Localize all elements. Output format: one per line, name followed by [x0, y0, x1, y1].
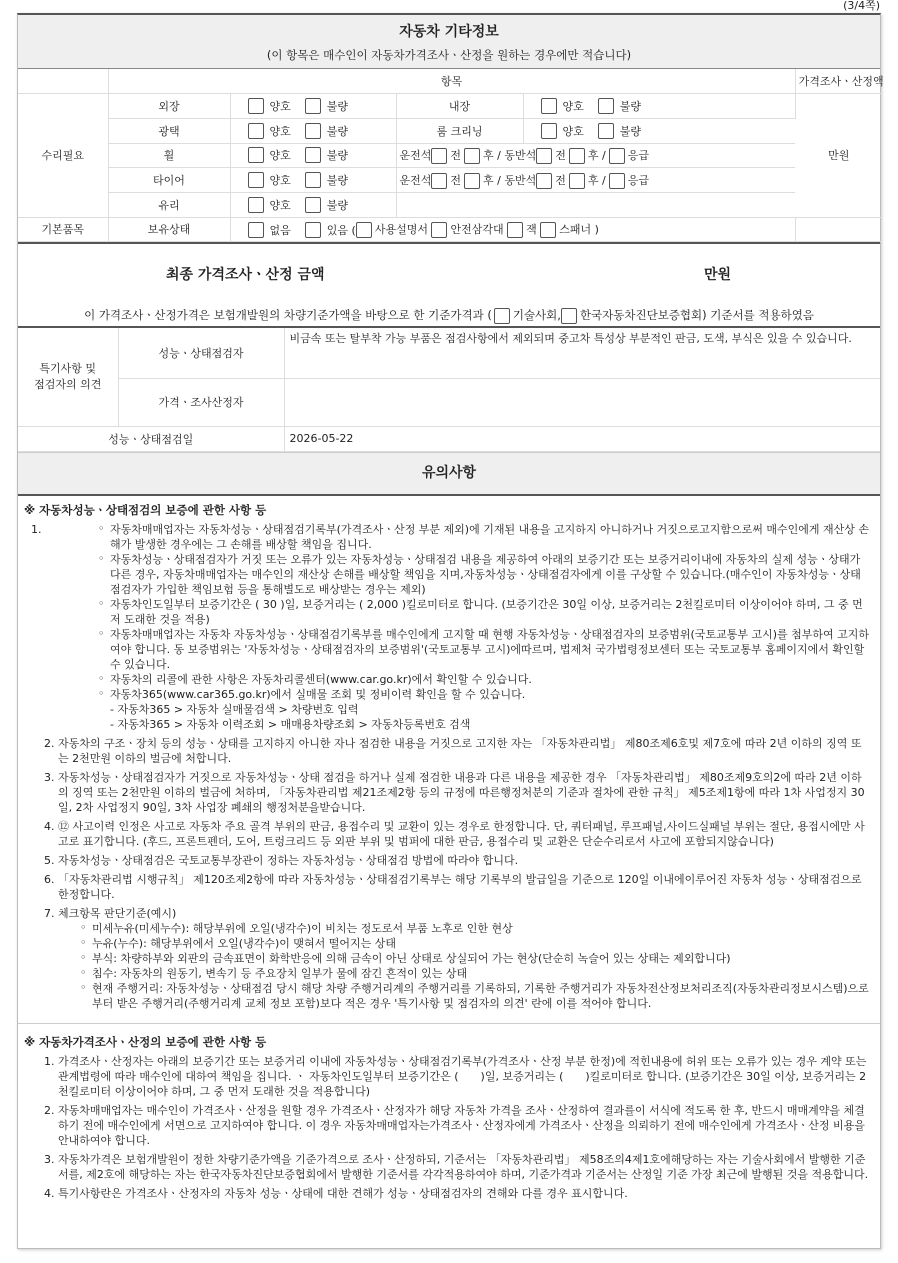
checkbox-glass-good[interactable]: [248, 197, 264, 213]
inspector-opinion: 비금속 또는 탈부착 가능 부품은 점검사항에서 제외되며 중고차 특성상 부분적인 판금, 도색, 부식은 있을 수 있습니다.: [284, 328, 880, 378]
checkbox-exterior-good[interactable]: [248, 98, 264, 114]
room-cleaning-checks: 양호 불량: [523, 118, 795, 143]
other-info-table: [18, 69, 882, 242]
checkbox-wheel-passenger-front[interactable]: [536, 148, 552, 164]
price-note-4: 4. 특기사항란은 가격조사ㆍ산정자의 자동차 성능ㆍ상태에 대한 견해가 성능ㆍ상태점검자의 견해와 다를 경우 표시합니다.: [58, 1186, 870, 1201]
inspector-label: 성능ㆍ상태점검자: [118, 328, 284, 378]
checkbox-tire-bad[interactable]: [305, 172, 321, 188]
row-name-room-cleaning: 룸 크리닝: [396, 118, 523, 143]
price-note-1: 1. 가격조사ㆍ산정자는 아래의 보증기간 또는 보증거리 이내에 자동차성능ㆍ상태점검기록부(가격조사ㆍ산정 부분 한정)에 적힌내용에 허위 또는 오류가 있는 경우 계약 또는 관계법령에 따라 매수인에 대하여 책임을 집니다. ㆍ 자동차인도일부터 보증기간은 ( )일, 보증거리는 ( )킬로미터로 합니다. (보증기간은 30일 이상, 보증거리는 2천킬로미터 이상이어야 하며, 그 중 먼저 도래한 것을 적용합니다): [58, 1054, 870, 1099]
glass-checks: 양호 불량: [230, 192, 396, 217]
page-number: (3/4쪽): [843, 0, 880, 12]
checkbox-wheel-passenger-rear[interactable]: [569, 148, 585, 164]
row-name-interior: 내장: [396, 94, 523, 119]
checkbox-interior-bad[interactable]: [598, 98, 614, 114]
checkbox-glass-bad[interactable]: [305, 197, 321, 213]
checkbox-tire-passenger-front[interactable]: [536, 173, 552, 189]
repair-label: 수리필요: [18, 94, 108, 217]
row-name-wheel: 휠: [108, 143, 230, 168]
checkbox-tire-spare[interactable]: [609, 173, 625, 189]
other-info-subtitle: (이 항목은 매수인이 자동차가격조사ㆍ산정을 원하는 경우에만 적습니다): [266, 48, 632, 62]
gloss-checks: 양호 불량: [230, 118, 396, 143]
checkbox-cleaning-bad[interactable]: [598, 123, 614, 139]
row-name-gloss: 광택: [108, 118, 230, 143]
checkbox-spanner[interactable]: [540, 222, 556, 238]
row-name-exterior: 외장: [108, 94, 230, 119]
checkbox-basic-none[interactable]: [248, 222, 264, 238]
header-item: 항목: [108, 69, 795, 94]
checkbox-wheel-bad[interactable]: [305, 147, 321, 163]
note-item-7: 7. 체크항목 판단기준(예시) ◦ 미세누유(미세누수): 해당부위에 오일(냉각수)이 비치는 정도로서 부품 노후로 인한 현상 ◦ 누유(누수): 해당부위에서 오일(냉각수)이 맺혀서 떨어지는 상태 ◦ 부식: 차량하부와 외판의 금속표면이 화학반응에 의해 금속이 아닌 상태로 상실되어 가는 현상(단순히 녹슬어 있는 상태는 제외합니다) ◦ 침수: 자동차의 원동기, 변속기 등 주요장치 일부가 물에 잠긴 흔적이 있는 상태 ◦ 현재 주행거리: 자동차성능ㆍ상태점검 당시 해당 차량 주행거리계의 주행거리를 기록하되, 기록한 주행거리가 자동차전산정보처리조직(자동차관리정보시스템)으로부터 받은 주행거리(주행거리계 교체 정보 포함)보다 적은 경우 '특기사항 및 점검자의 의견' 란에 이를 적어야 합니다.: [58, 906, 870, 1011]
row-name-glass: 유리: [108, 192, 230, 217]
opinion-label: 특기사항 및 점검자의 의견: [18, 328, 118, 426]
tire-positions: 운전석 전 후 / 동반석 전 후 / 응급: [396, 168, 795, 193]
final-price-section: [18, 242, 880, 328]
checkbox-basic-have[interactable]: [305, 222, 321, 238]
checkbox-jack[interactable]: [507, 222, 523, 238]
note-item-1: 1. ◦ 자동차매매업자는 자동차성능ㆍ상태점검기록부(가격조사ㆍ산정 부분 제외)에 기재된 내용을 고지하지 아니하거나 거짓으로고지함으로써 매수인에게 재산상 손해가 발생한 경우에는 그 손해를 배상할 책임을 집니다. ◦ 자동차성능ㆍ상태점검자가 거짓 또는 오류가 있는 자동차성능ㆍ상태점검 내용을 제공하여 아래의 보증기간 또는 보증거리이내에 자동차의 실제 성능ㆍ상태가 다른 경우, 자동차매매업자는 매수인의 재산상 손해를 배상할 책임을 지며,자동차성능ㆍ상태점검자에게 이를 구상할 수 있습니다.(매수인이 자동차성능ㆍ상태점검자가 가입한 책임보험 등을 통해별도로 배상받는 경우는 제외) ◦ 자동차인도일부터 보증기간은 ( 30 )일, 보증거리는 ( 2,000 )킬로미터로 합니다. (보증기간은 30일 이상, 보증거리는 2천킬로미터 이상이어야 하며, 그 중 먼저 도래한 것을 적용) ◦ 자동차매매업자는 자동차 자동차성능ㆍ상태점검기록부를 매수인에게 고지할 때 현행 자동차성능ㆍ상태점검자의 보증범위(국토교통부 고시)를 첨부하여 고지하여야 합니다. 동 보증범위는 '자동차성능ㆍ상태점검자의 보증범위'(국토교통부 고시)에따르며, 법제처 국가법령정보센터 또는 국토교통부 홈페이지에서 확인할 수 있습니다. ◦ 자동차의 리콜에 관한 사항은 자동차리콜센터(www.car.go.kr)에서 확인할 수 있습니다. ◦ 자동차365(www.car365.go.kr)에서 실매물 조회 및 정비이력 확인을 할 수 있습니다. - 자동차365 > 자동차 실매물검색 > 차량번호 입력 - 자동차365 > 자동차 이력조회 > 매매용차량조회 > 자동차등록번호 검색: [46, 522, 870, 732]
appraiser-label: 가격ㆍ조사산정자: [118, 378, 284, 426]
row-name-tire: 타이어: [108, 168, 230, 193]
other-info-header: [18, 15, 880, 69]
wheel-positions: 운전석 전 후 / 동반석 전 후 / 응급: [396, 143, 795, 168]
final-price-note: 이 가격조사ㆍ산정가격은 보험개발원의 차량기준가액을 바탕으로 한 기준가격과 ( 기술사회, 한국자동차진단보증협회) 기준서를 적용하였음: [84, 308, 814, 323]
opinion-table: [18, 328, 880, 452]
checkbox-manual[interactable]: [356, 222, 372, 238]
checkbox-wheel-driver-rear[interactable]: [464, 148, 480, 164]
note-item-5: 5. 자동차성능ㆍ상태점검은 국토교통부장관이 정하는 자동차성능ㆍ상태점검 방법에 따라야 합니다.: [58, 853, 870, 868]
note-item-3: 3. 자동차성능ㆍ상태점검자가 거짓으로 자동차성능ㆍ상태 점검을 하거나 실제 점검한 내용과 다른 내용을 제공한 경우 「자동차관리법」 제80조제9호의2에 따라 2년 이하의 징역 또는 2천만원 이하의 벌금에 처하며, 「자동차관리법 제21조제2항 등의 규정에 따른행정처분의 기준과 절차에 관한 규칙」 제5조제1항에 따라 1차 사업정지 30일, 2차 사업정지 90일, 3차 사업장 폐쇄의 행정처분을받습니다.: [58, 770, 870, 815]
price-note-3: 3. 자동차가격은 보험개발원이 정한 차량기준가액을 기준가격으로 조사ㆍ산정하되, 기준서는 「자동차관리법」 제58조의4제1호에해당하는 자는 기술사회에서 발행한 기준서를, 제2호에 해당하는 자는 한국자동차진단보증협회에서 발행한 기준서를 각각적용하여야 하며, 기준가격과 기준서는 산정일 기준 가장 최근에 발행된 것을 적용합니다.: [58, 1152, 870, 1182]
checkbox-tech-society[interactable]: [494, 308, 510, 324]
tire-checks: 양호 불량: [230, 168, 396, 193]
note-item-7-bullets: ◦ 미세누유(미세누수): 해당부위에 오일(냉각수)이 비치는 정도로서 부품 노후로 인한 현상 ◦ 누유(누수): 해당부위에서 오일(냉각수)이 맺혀서 떨어지는 상태 ◦ 부식: 차량하부와 외판의 금속표면이 화학반응에 의해 금속이 아닌 상태로 상실되어 가는 현상(단순히 녹슬어 있는 상태는 제외합니다) ◦ 침수: 자동차의 원동기, 변속기 등 주요장치 일부가 물에 잠긴 흔적이 있는 상태 ◦ 현재 주행거리: 자동차성능ㆍ상태점검 당시 해당 차량 주행거리계의 주행거리를 기록하되, 기록한 주행거리가 자동차전산정보처리조직(자동차관리정보시스템)으로부터 받은 주행거리(주행거리계 교체 정보 포함)보다 적은 경우 '특기사항 및 점검자의 의견' 란에 이를 적어야 합니다.: [58, 921, 870, 1011]
notes-section2-title: ※ 자동차가격조사ㆍ산정의 보증에 관한 사항 등: [24, 1034, 267, 1049]
possession-label: 보유상태: [108, 217, 230, 242]
checkbox-tire-good[interactable]: [248, 172, 264, 188]
checkbox-kaida[interactable]: [561, 308, 577, 324]
checkbox-tire-driver-front[interactable]: [431, 173, 447, 189]
price-unit: 만원: [795, 94, 882, 217]
checkbox-wheel-driver-front[interactable]: [431, 148, 447, 164]
other-info-title: 자동차 기타정보: [399, 24, 499, 40]
final-price-unit: 만원: [704, 267, 732, 284]
basic-items-checks: 없음 있음 ( 사용설명서 안전삼각대 잭 스패너 ): [230, 217, 795, 242]
checkbox-gloss-bad[interactable]: [305, 123, 321, 139]
notes-title: 유의사항: [18, 452, 880, 496]
note-item-1-bullets: ◦ 자동차매매업자는 자동차성능ㆍ상태점검기록부(가격조사ㆍ산정 부분 제외)에 기재된 내용을 고지하지 아니하거나 거짓으로고지함으로써 매수인에게 재산상 손해가 발생한 경우에는 그 손해를 배상할 책임을 집니다. ◦ 자동차성능ㆍ상태점검자가 거짓 또는 오류가 있는 자동차성능ㆍ상태점검 내용을 제공하여 아래의 보증기간 또는 보증거리이내에 자동차의 실제 성능ㆍ상태가 다른 경우, 자동차매매업자는 매수인의 재산상 손해를 배상할 책임을 지며,자동차성능ㆍ상태점검자에게 이를 구상할 수 있습니다.(매수인이 자동차성능ㆍ상태점검자가 가입한 책임보험 등을 통해별도로 배상받는 경우는 제외) ◦ 자동차인도일부터 보증기간은 ( 30 )일, 보증거리는 ( 2,000 )킬로미터로 합니다. (보증기간은 30일 이상, 보증거리는 2천킬로미터 이상이어야 하며, 그 중 먼저 도래한 것을 적용) ◦ 자동차매매업자는 자동차 자동차성능ㆍ상태점검기록부를 매수인에게 고지할 때 현행 자동차성능ㆍ상태점검자의 보증범위(국토교통부 고시)를 첨부하여 고지하여야 합니다. 동 보증범위는 '자동차성능ㆍ상태점검자의 보증범위'(국토교통부 고시)에따르며, 법제처 국가법령정보센터 또는 국토교통부 홈페이지에서 확인할 수 있습니다. ◦ 자동차의 리콜에 관한 사항은 자동차리콜센터(www.car.go.kr)에서 확인할 수 있습니다. ◦ 자동차365(www.car365.go.kr)에서 실매물 조회 및 정비이력 확인을 할 수 있습니다.: [76, 522, 870, 702]
header-price: 가격조사ㆍ산정액: [795, 69, 882, 94]
checkbox-triangle[interactable]: [431, 222, 447, 238]
notes-section1-title: ※ 자동차성능ㆍ상태점검의 보증에 관한 사항 등: [24, 502, 267, 517]
document-frame: [17, 13, 884, 1249]
checkbox-cleaning-good[interactable]: [541, 123, 557, 139]
inspection-date-label: 성능ㆍ상태점검일: [18, 426, 284, 451]
checkbox-wheel-spare[interactable]: [609, 148, 625, 164]
wheel-checks: 양호 불량: [230, 143, 396, 168]
notes-section1-list: [18, 522, 880, 732]
note-item-2: 2. 자동차의 구조ㆍ장치 등의 성능ㆍ상태를 고지하지 아니한 자나 점검한 내용을 거짓으로 고지한 자는 「자동차관리법」 제80조제6호및 제7호에 따라 2년 이하의 징역 또는 2천만원 이하의 벌금에 처합니다.: [58, 736, 870, 766]
price-note-2: 2. 자동차매매업자는 매수인이 가격조사ㆍ산정을 원할 경우 가격조사ㆍ산정자가 해당 자동차 가격을 조사ㆍ산정하여 결과를이 서식에 적도록 한 후, 반드시 매매계약을 체결하기 전에 매수인에게 서면으로 고지하여야 합니다. 이 경우 자동차매매업자는가격조사ㆍ산정자에게 가격조사ㆍ산정을 의뢰하기 전에 매수인에게 가격조사ㆍ산정 비용을 안내하여야 합니다.: [58, 1103, 870, 1148]
checkbox-exterior-bad[interactable]: [305, 98, 321, 114]
notes-section1-list-cont: [18, 736, 880, 1011]
interior-checks: 양호 불량: [523, 94, 795, 119]
checkbox-interior-good[interactable]: [541, 98, 557, 114]
notes-section2-list: [18, 1054, 880, 1201]
checkbox-gloss-good[interactable]: [248, 123, 264, 139]
checkbox-tire-passenger-rear[interactable]: [569, 173, 585, 189]
note-item-4: 4. ⑫ 사고이력 인정은 사고로 자동차 주요 골격 부위의 판금, 용접수리 및 교환이 있는 경우로 한정합니다. 단, 쿼터패널, 루프패널,사이드실패널 부위는 절단, 용접시에만 사고로 표기합니다. (후드, 프론트펜더, 도어, 트렁크리드 등 외판 부위 및 범퍼에 대한 판금, 용접수리 및 교환은 단순수리로서 사고에 포함되지않습니다): [58, 819, 870, 849]
note-item-6: 6. 「자동차관리법 시행규칙」 제120조제2항에 따라 자동차성능ㆍ상태점검기록부는 해당 기록부의 발급일을 기준으로 120일 이내에이루어진 자동차 성능ㆍ상태점검으로 한정합니다.: [58, 872, 870, 902]
final-price-title: 최종 가격조사ㆍ산정 금액: [166, 267, 325, 284]
exterior-checks: 양호 불량: [230, 94, 396, 119]
appraiser-opinion: [284, 378, 880, 426]
checkbox-tire-driver-rear[interactable]: [464, 173, 480, 189]
basic-items-label: 기본품목: [18, 217, 108, 242]
inspection-date-value: 2026-05-22: [284, 426, 880, 451]
checkbox-wheel-good[interactable]: [248, 147, 264, 163]
